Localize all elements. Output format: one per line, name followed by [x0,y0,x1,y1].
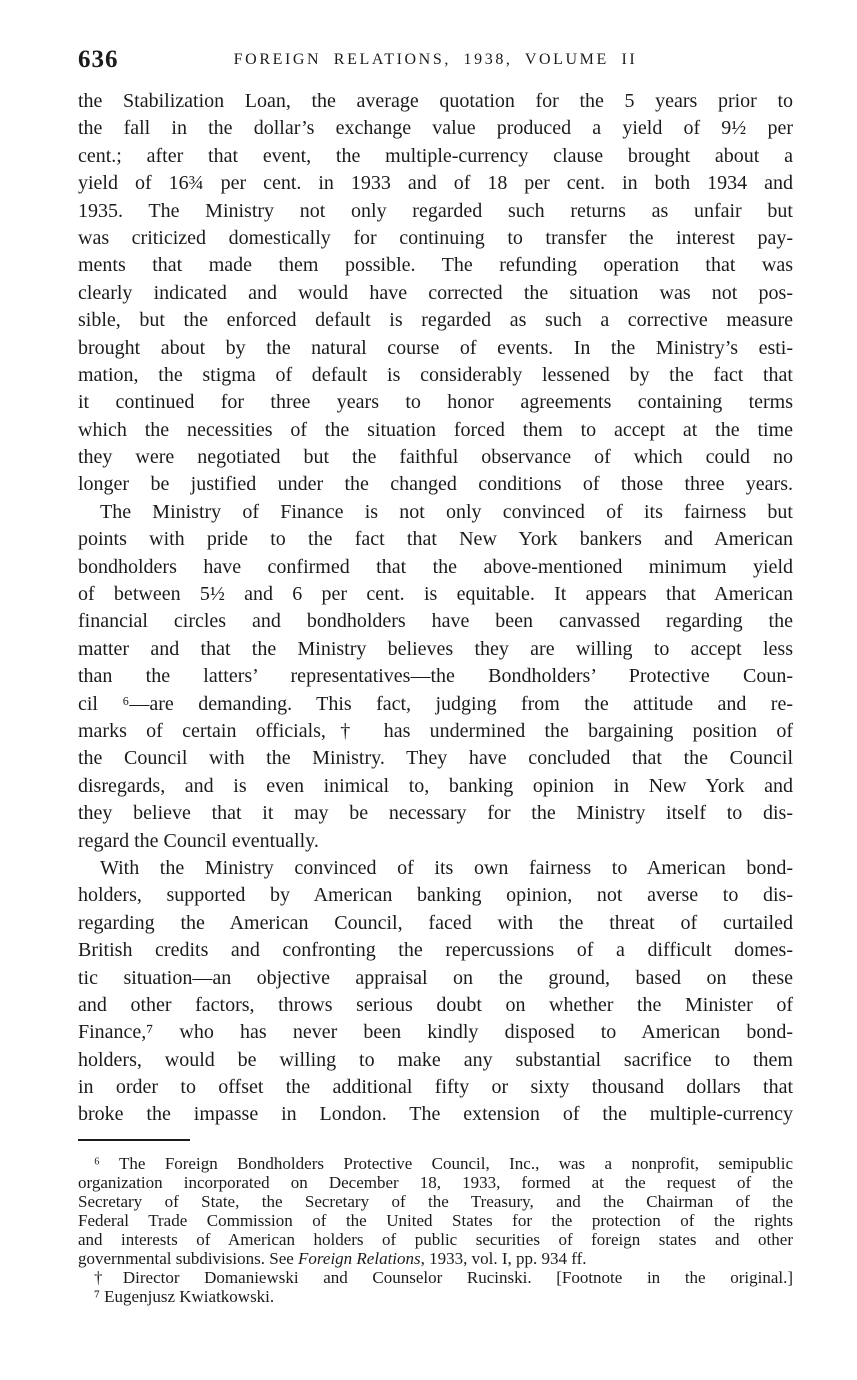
text-line: clearly indicated and would have corrected the situation was not pos- [78,281,793,304]
text-line: marks of certain officials,† has undermined the bargaining position of [78,719,793,742]
text-line: bondholders have confirmed that the above-mentioned minimum yield [78,555,793,578]
text-line: regard the Council eventually. [78,829,319,852]
text-line: 1935. The Ministry not only regarded such returns as unfair but [78,199,793,222]
text-line: in order to offset the additional fifty or sixty thousand dollars that [78,1076,793,1099]
text-line: the fall in the dollar’s exchange value produced a yield of 9½ per [78,117,793,140]
text-line: mation, the stigma of default is considerably lessened by the fact that [78,363,793,386]
text-line: it continued for three years to honor agreements containing terms [78,391,793,414]
text-line: points with pride to the fact that New York bankers and American [78,528,793,551]
text-line: regarding the American Council, faced with the threat of curtailed [78,911,793,934]
running-title: FOREIGN RELATIONS, 1938, VOLUME II [233,51,638,68]
text-line: and interests of American holders of public securities of foreign states and other [78,1229,793,1249]
text-line: †Director Domaniewski and Counselor Rucinski. [Footnote in the original.] [94,1267,793,1287]
text-line: disregards, and is even inimical to, banking opinion in New York and [78,774,793,797]
text-line: of between 5½ and 6 per cent. is equitable. It appears that American [78,583,793,606]
text-line: cil ⁶—are demanding. This fact, judging from the attitude and re- [78,692,793,715]
text-line: they believe that it may be necessary for the Ministry itself to dis- [78,802,793,825]
footnote [78,1154,793,1268]
paragraph [78,855,793,1129]
text-line: tic situation—an objective appraisal on the ground, based on these [78,966,793,989]
text-line: ments that made them possible. The refunding operation that was [78,254,793,277]
text-line: organization incorporated on December 18, 1933, formed at the request of the [78,1172,793,1192]
footnote [78,1287,793,1306]
text-line: governmental subdivisions. See Foreign Relations, 1933, vol. I, pp. 934 ff. [78,1248,587,1268]
paragraph [78,499,793,855]
text-line: the Stabilization Loan, the average quotation for the 5 years prior to [78,90,793,112]
text-line: broke the impasse in London. The extension of the multiple-currency [78,1103,793,1126]
text-line: Finance,⁷ who has never been kindly disposed to American bond- [78,1021,793,1044]
page-header [78,46,793,76]
text-line: matter and that the Ministry believes they are willing to accept less [78,637,793,660]
text-line: financial circles and bondholders have been canvassed regarding the [78,610,793,633]
text-line: ⁶ The Foreign Bondholders Protective Council, Inc., was a nonprofit, semipublic [94,1153,793,1173]
text-line: British credits and confronting the repercussions of a difficult domes- [78,939,793,962]
footnote [78,1268,793,1287]
text-line: was criticized domestically for continuing to transfer the interest pay- [78,226,793,249]
body-text [78,88,793,1129]
text-line: cent.; after that event, the multiple-currency clause brought about a [78,144,793,167]
text-line: and other factors, throws serious doubt on whether the Minister of [78,993,793,1016]
text-line: With the Ministry convinced of its own fairness to American bond- [100,856,793,879]
paragraph [78,88,793,499]
text-line: the Council with the Ministry. They have concluded that the Council [78,747,793,770]
page-number: 636 [78,46,119,73]
text-line: sible, but the enforced default is regarded as such a corrective measure [78,309,793,332]
text-line: holders, supported by American banking opinion, not averse to dis- [78,884,793,907]
text-line: The Ministry of Finance is not only convinced of its fairness but [100,500,793,523]
text-line: than the latters’ representatives—the Bondholders’ Protective Coun- [78,665,793,688]
footnote-separator [78,1139,190,1141]
text-line: yield of 16¾ per cent. in 1933 and of 18 per cent. in both 1934 and [78,172,793,195]
text-line: holders, would be willing to make any substantial sacrifice to them [78,1048,793,1071]
text-line: they were negotiated but the faithful observance of which could no [78,446,793,469]
text-line: brought about by the natural course of events. In the Ministry’s esti- [78,336,793,359]
text-line: longer be justified under the changed conditions of those three years. [78,473,793,496]
text-line: which the necessities of the situation forced them to accept at the time [78,418,793,441]
text-line: ⁷ Eugenjusz Kwiatkowski. [94,1286,275,1306]
footnotes [78,1154,793,1306]
text-line: Federal Trade Commission of the United States for the protection of the rights [78,1210,793,1230]
text-line: Secretary of State, the Secretary of the Treasury, and the Chairman of the [78,1191,793,1211]
